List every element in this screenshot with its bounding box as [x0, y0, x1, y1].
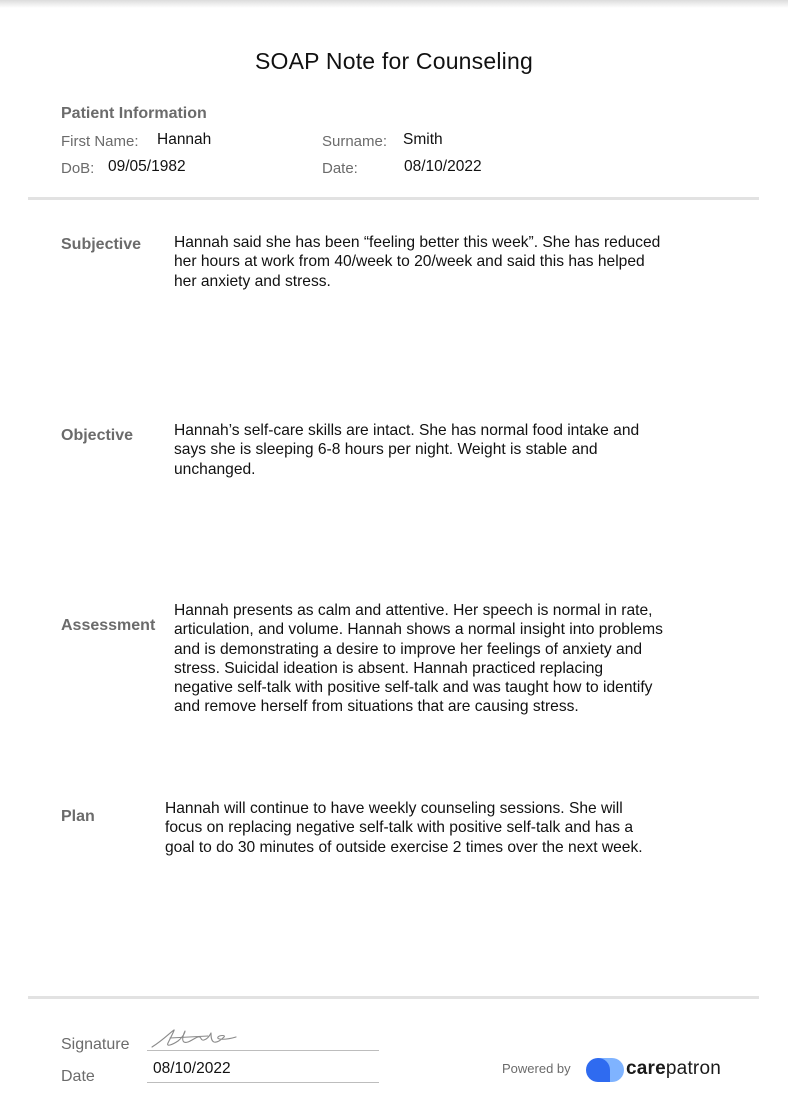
- surname-value: Smith: [403, 131, 443, 148]
- signature-image: [148, 1025, 240, 1051]
- first-name-value: Hannah: [157, 131, 212, 148]
- footer-date-value: 08/10/2022: [153, 1060, 231, 1077]
- surname-label: Surname:: [322, 133, 388, 150]
- signature-line: [147, 1050, 379, 1051]
- subjective-text: Hannah said she has been “feeling better this week”. She has reduced her hours at work from 40/week to 20/week and said this has helped her anxiety and stress.: [174, 234, 661, 290]
- plan-text: Hannah will continue to have weekly counseling sessions. She will focus on replacing negative self-talk with positive self-talk and has a goal to do 30 minutes of outside exercise 2 times over the next week.: [165, 800, 643, 856]
- top-shadow: [0, 0, 788, 8]
- assessment-label: Assessment: [61, 617, 156, 634]
- date-label: Date:: [322, 160, 358, 177]
- dob-value: 09/05/1982: [108, 158, 186, 175]
- subjective-label: Subjective: [61, 236, 142, 253]
- assessment-text: Hannah presents as calm and attentive. Her speech is normal in rate, articulation, and volume. Hannah shows a normal insight into problems and is demonstrating a desire to improve her feelings of anxiety and stress. Suicidal ideation is absent. Hannah practiced replacing negative self-talk with positive self-talk and was taught how to identify and remove herself from situations that are causing stress.: [174, 602, 663, 716]
- header-divider: [28, 197, 759, 200]
- plan-label: Plan: [61, 808, 95, 825]
- brand-care: care: [626, 1058, 666, 1079]
- carepatron-logo-icon: [586, 1057, 624, 1083]
- date-line: [147, 1082, 379, 1083]
- powered-by-text: Powered by: [502, 1061, 571, 1076]
- dob-label: DoB:: [61, 160, 95, 177]
- carepatron-brand: [626, 1058, 721, 1080]
- patient-info-heading: Patient Information: [61, 105, 207, 122]
- footer-date-label: Date: [61, 1068, 95, 1085]
- date-value: 08/10/2022: [404, 158, 482, 175]
- objective-label: Objective: [61, 427, 134, 444]
- first-name-label: First Name:: [61, 133, 139, 150]
- document-title: SOAP Note for Counseling: [255, 48, 533, 74]
- footer-divider: [28, 996, 759, 999]
- objective-text: Hannah’s self-care skills are intact. She has normal food intake and says she is sleeping 6-8 hours per night. Weight is stable and unchanged.: [174, 422, 640, 478]
- signature-label: Signature: [61, 1036, 130, 1053]
- brand-patron: patron: [665, 1058, 721, 1079]
